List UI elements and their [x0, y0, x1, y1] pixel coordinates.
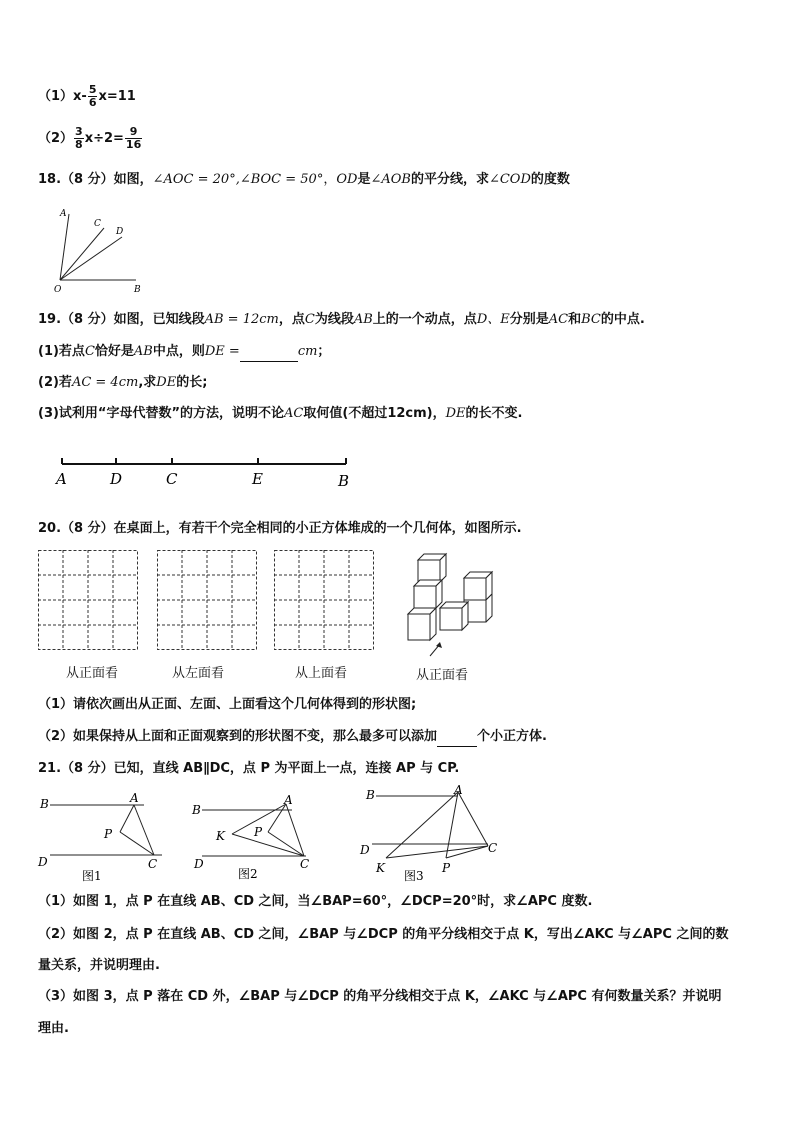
q19-s3-text: 取何值(不超过12cm)， [303, 406, 446, 421]
caption-fig1: 图1 [82, 869, 102, 883]
q19-sub2 [38, 374, 207, 392]
q18-question [38, 171, 570, 189]
q21-question: 21.（8 分）已知，直线 AB∥DC，点 P 为平面上一点，连接 AP 与 CP. [38, 761, 460, 776]
caption-front: 从正面看 [66, 666, 119, 681]
fraction-denominator: 8 [75, 138, 83, 151]
label-b: B [366, 788, 375, 802]
q18-math-angles: ∠AOC = 20°,∠BOC = 50° [152, 172, 324, 187]
q17-p1-label: （1）x- [38, 89, 87, 104]
fraction-denominator: 6 [88, 96, 97, 109]
label-c: C [488, 841, 498, 855]
fraction-numerator: 5 [88, 83, 97, 96]
answer-blank[interactable] [437, 728, 477, 747]
q18-head: 18.（8 分）如图， [38, 172, 153, 187]
q19-text: ，点 [278, 312, 305, 327]
q21-figure-2 [188, 790, 323, 885]
q20-grid-top[interactable] [274, 550, 374, 650]
label-c: C [166, 470, 178, 488]
q19-sub3 [38, 405, 522, 423]
label-a: A [56, 470, 67, 488]
q18-text: 是 [357, 172, 371, 187]
q21-figure-1 [36, 790, 176, 885]
label-o: O [54, 285, 62, 295]
q19-s1-math: C [84, 344, 95, 359]
label-d: D [116, 227, 124, 237]
q20-cube-stack [400, 548, 500, 660]
q19-math: AB [353, 312, 373, 327]
label-c: C [300, 857, 310, 871]
q19-math: C [304, 312, 315, 327]
q19-s3-text: 的长不变. [465, 406, 523, 421]
label-k: K [216, 829, 225, 843]
q17-p2-mid: x÷2= [84, 131, 124, 146]
q17-p1-fraction [88, 84, 98, 109]
q19-segment-figure [50, 450, 360, 492]
q20-grid-front[interactable] [38, 550, 138, 650]
q18-math-aob: ∠AOB [370, 172, 411, 187]
q19-text: 分别是 [509, 312, 549, 327]
label-a: A [454, 783, 463, 797]
q19-s2-math: AC = 4cm [71, 375, 139, 390]
q19-head: 19.（8 分）如图，已知线段 [38, 312, 205, 327]
label-c: C [148, 857, 158, 871]
caption-arrow-front: 从正面看 [416, 668, 469, 683]
q19-text: 上的一个动点，点 [372, 312, 477, 327]
fraction-numerator: 3 [75, 125, 83, 138]
q18-angle-figure [48, 204, 158, 296]
q19-s2-text: 的长; [176, 375, 208, 390]
q21-sub2-line1: （2）如图 2，点 P 在直线 AB、CD 之间，∠BAP 与∠DCP 的角平分线相交于点 K，写出∠AKC 与∠APC 之间的数 [38, 927, 729, 942]
caption-left: 从左面看 [172, 666, 225, 681]
q19-s2-text: ,求 [138, 375, 157, 390]
q19-s1-text: (1)若点 [38, 344, 85, 359]
label-a: A [60, 209, 67, 219]
answer-blank[interactable] [240, 343, 298, 362]
q19-s2-text: (2)若 [38, 375, 72, 390]
label-p: P [442, 861, 451, 875]
label-b: B [338, 472, 350, 490]
q19-text: 和 [568, 312, 582, 327]
fraction-denominator: 16 [125, 138, 142, 151]
label-a: A [284, 793, 293, 807]
q19-text: 为线段 [314, 312, 354, 327]
q17-p2-fraction1 [74, 126, 84, 151]
q21-sub1: （1）如图 1，点 P 在直线 AB、CD 之间，当∠BAP=60°，∠DCP=20°时，求∠APC 度数. [38, 894, 593, 909]
q19-s1-unit: cm [297, 344, 318, 359]
q19-s1-text: 中点，则 [152, 344, 205, 359]
q19-text: 的中点. [600, 312, 645, 327]
q20-s2-text: 个小正方体. [477, 729, 547, 744]
q19-s2-math: DE [156, 375, 177, 390]
label-p: P [104, 827, 113, 841]
q20-grid-left[interactable] [157, 550, 257, 650]
q19-math: AB = 12cm [204, 312, 279, 327]
q19-math: AC [548, 312, 569, 327]
q20-sub2 [38, 728, 547, 747]
label-d: D [38, 855, 48, 869]
label-k: K [376, 861, 385, 875]
q21-sub3-line1: （3）如图 3，点 P 落在 CD 外，∠BAP 与∠DCP 的角平分线相交于点 K，∠AKC 与∠APC 有何数量关系？并说明 [38, 989, 722, 1004]
q19-question [38, 311, 645, 329]
caption-top: 从上面看 [295, 666, 348, 681]
caption-fig2: 图2 [238, 867, 258, 881]
label-b: B [40, 797, 49, 811]
q21-sub2-line2: 量关系，并说明理由. [38, 958, 160, 973]
q18-math-od: OD [336, 172, 358, 187]
q20-sub1: （1）请依次画出从正面、左面、上面看这个几何体得到的形状图; [38, 697, 417, 712]
label-b: B [192, 803, 201, 817]
label-p: P [254, 825, 263, 839]
q20-question: 20.（8 分）在桌面上，有若干个完全相同的小正方体堆成的一个几何体，如图所示. [38, 521, 522, 536]
q20-s2-text: （2）如果保持从上面和正面观察到的形状图不变，那么最多可以添加 [38, 729, 438, 744]
caption-fig3: 图3 [404, 869, 424, 883]
label-e: E [252, 470, 263, 488]
q19-s1-text: ； [317, 344, 331, 359]
q17-p2-fraction2 [125, 126, 142, 151]
label-d: D [110, 470, 123, 488]
q19-s3-math: AC [284, 406, 304, 421]
q18-math-cod: ∠COD [488, 172, 531, 187]
q19-math: D、E [476, 312, 510, 327]
fraction-numerator: 9 [125, 126, 142, 139]
q19-s1-text: 恰好是 [94, 344, 134, 359]
label-b: B [134, 285, 141, 295]
q21-sub3-line2: 理由. [38, 1021, 69, 1036]
q21-figure-3 [356, 782, 506, 886]
q19-s1-math: AB [133, 344, 153, 359]
label-c: C [94, 219, 101, 229]
q19-s3-text: (3)试利用“字母代替数”的方法，说明不论 [38, 406, 285, 421]
label-d: D [360, 843, 370, 857]
q19-s3-math: DE [445, 406, 466, 421]
q19-s1-math: DE = [204, 344, 240, 359]
q18-text: 的平分线，求 [410, 172, 489, 187]
label-a: A [130, 791, 139, 805]
q17-part2 [38, 126, 143, 151]
q19-math: BC [581, 312, 601, 327]
q18-sep: ， [323, 172, 337, 187]
q19-sub1 [38, 343, 330, 362]
q17-p1-tail: x=11 [98, 89, 136, 104]
q18-tail: 的度数 [530, 172, 570, 187]
q17-p2-label: （2） [38, 131, 74, 146]
label-d: D [194, 857, 204, 871]
q17-part1 [38, 84, 136, 109]
